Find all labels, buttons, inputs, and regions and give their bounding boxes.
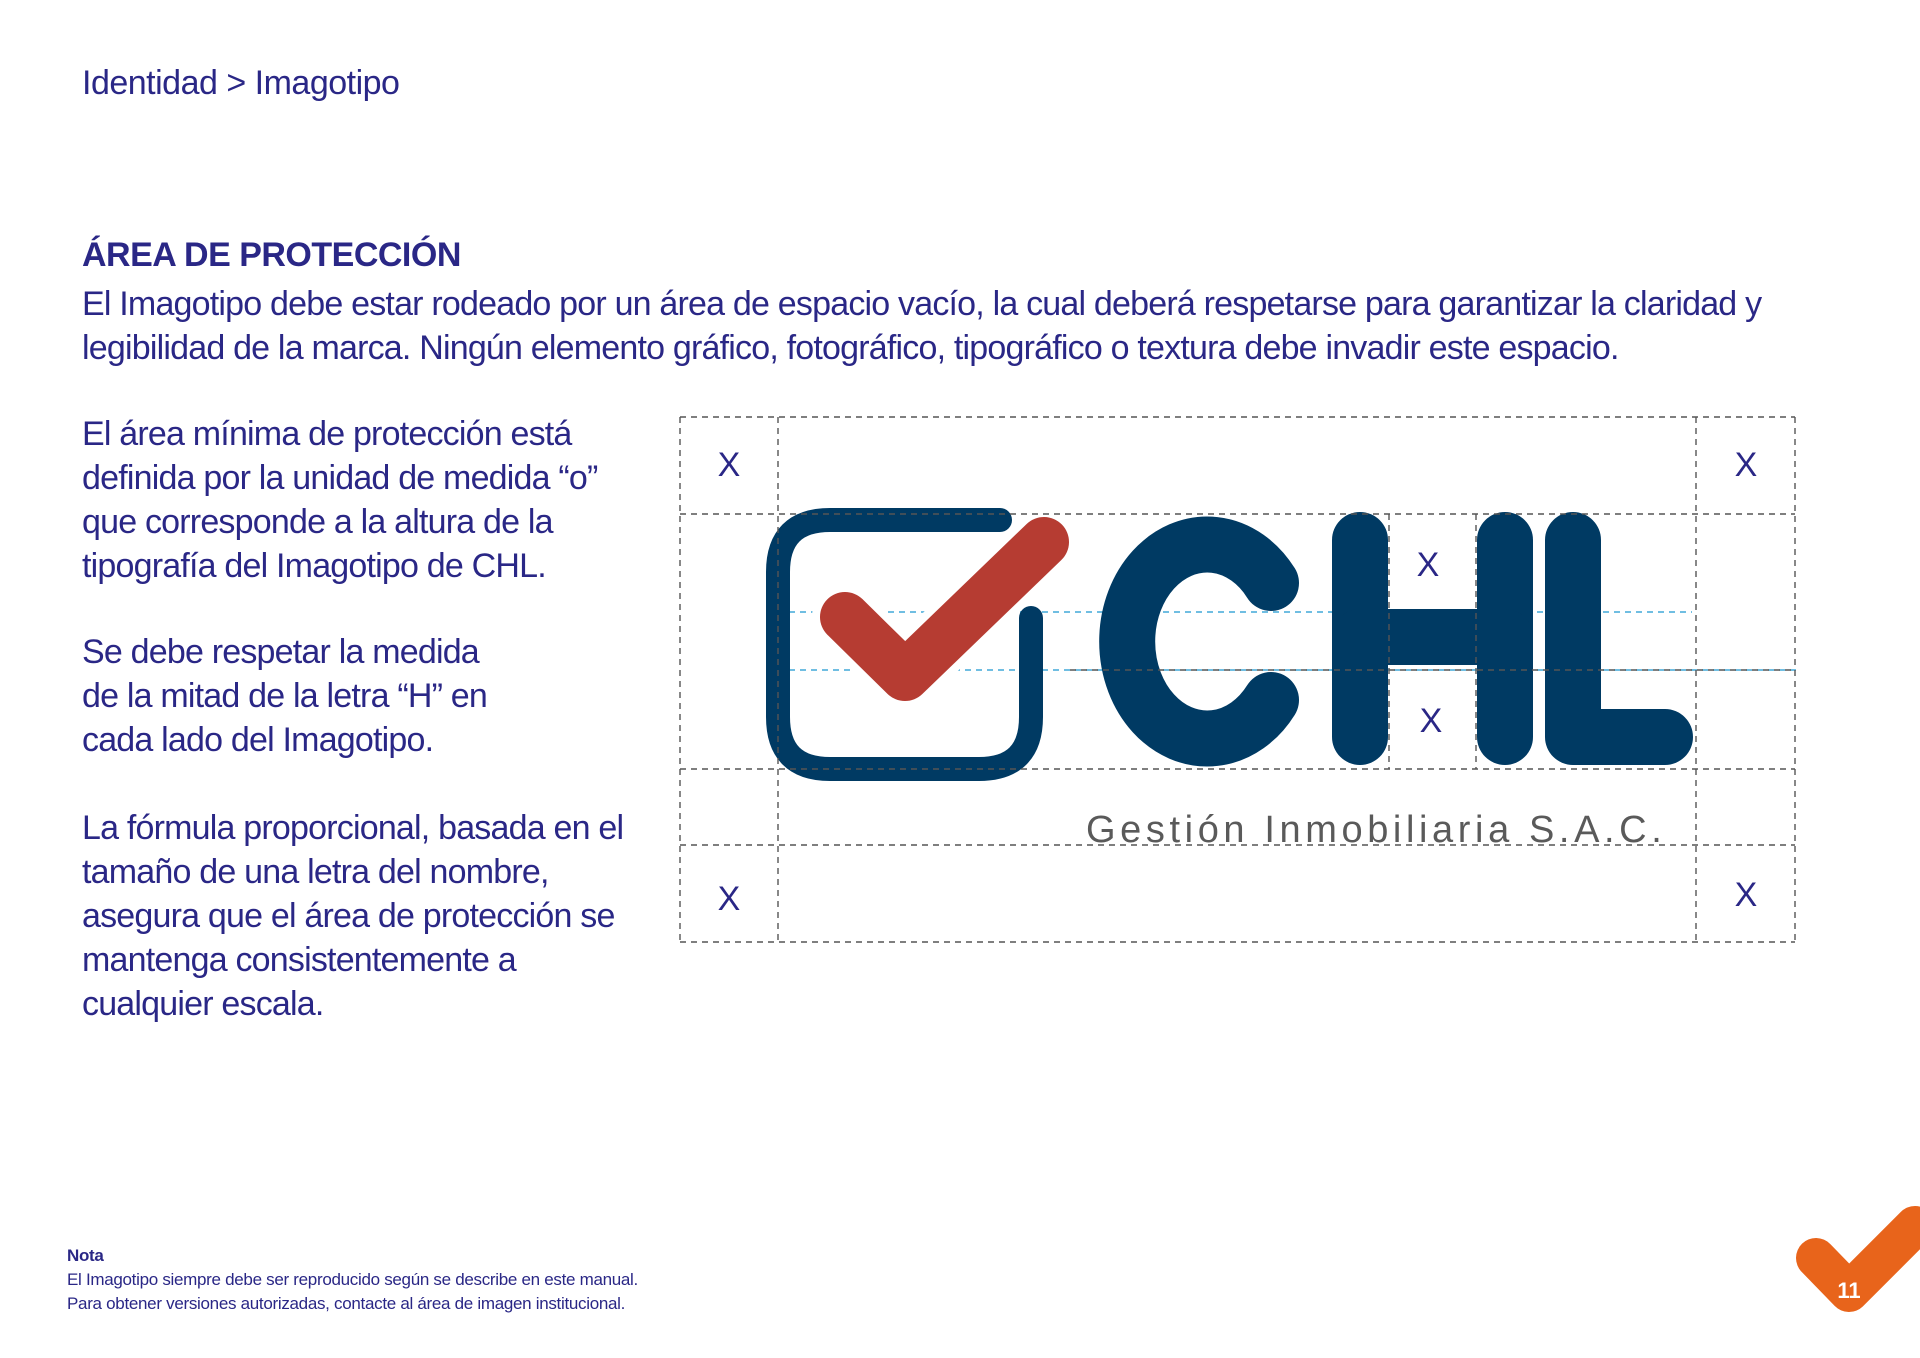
unit-label: X: [1419, 702, 1443, 740]
formula-paragraph: La fórmula proporcional, basada en el tamaño de una letra del nombre, asegura que el área de protección se mantenga consistentemente a cualquier escala.: [82, 809, 624, 1023]
intro-paragraph: El Imagotipo debe estar rodeado por un área de espacio vacío, la cual deberá respetarse para garantizar la claridad y legibilidad de la marca. Ningún elemento gráfico, fotográfico, tipográfico o textura debe invadir este espacio.: [82, 285, 1762, 367]
unit-label: X: [1734, 876, 1758, 914]
page-number: 11: [1837, 1278, 1861, 1303]
unit-label: X: [717, 446, 741, 484]
note-line: El Imagotipo siempre debe ser reproducido según se describe en este manual.: [67, 1270, 638, 1289]
checkmark-icon: [1816, 1226, 1915, 1292]
unit-label: X: [717, 880, 741, 918]
unit-label: X: [1416, 546, 1440, 584]
measure-paragraph: Se debe respetar la medida de la mitad de la letra “H” en cada lado del Imagotipo.: [82, 633, 487, 759]
logo-tagline: Gestión Inmobiliaria S.A.C.: [1086, 809, 1667, 851]
breadcrumb: Identidad > Imagotipo: [82, 64, 400, 102]
unit-label: X: [1734, 446, 1758, 484]
note-line: Para obtener versiones autorizadas, contacte al área de imagen institucional.: [67, 1294, 626, 1313]
definition-paragraph: El área mínima de protección está definida por la unidad de medida “o” que corresponde a la altura de la tipografía del Imagotipo de CHL.: [82, 415, 598, 585]
section-title: ÁREA DE PROTECCIÓN: [82, 236, 461, 274]
note-title: Nota: [67, 1246, 104, 1265]
